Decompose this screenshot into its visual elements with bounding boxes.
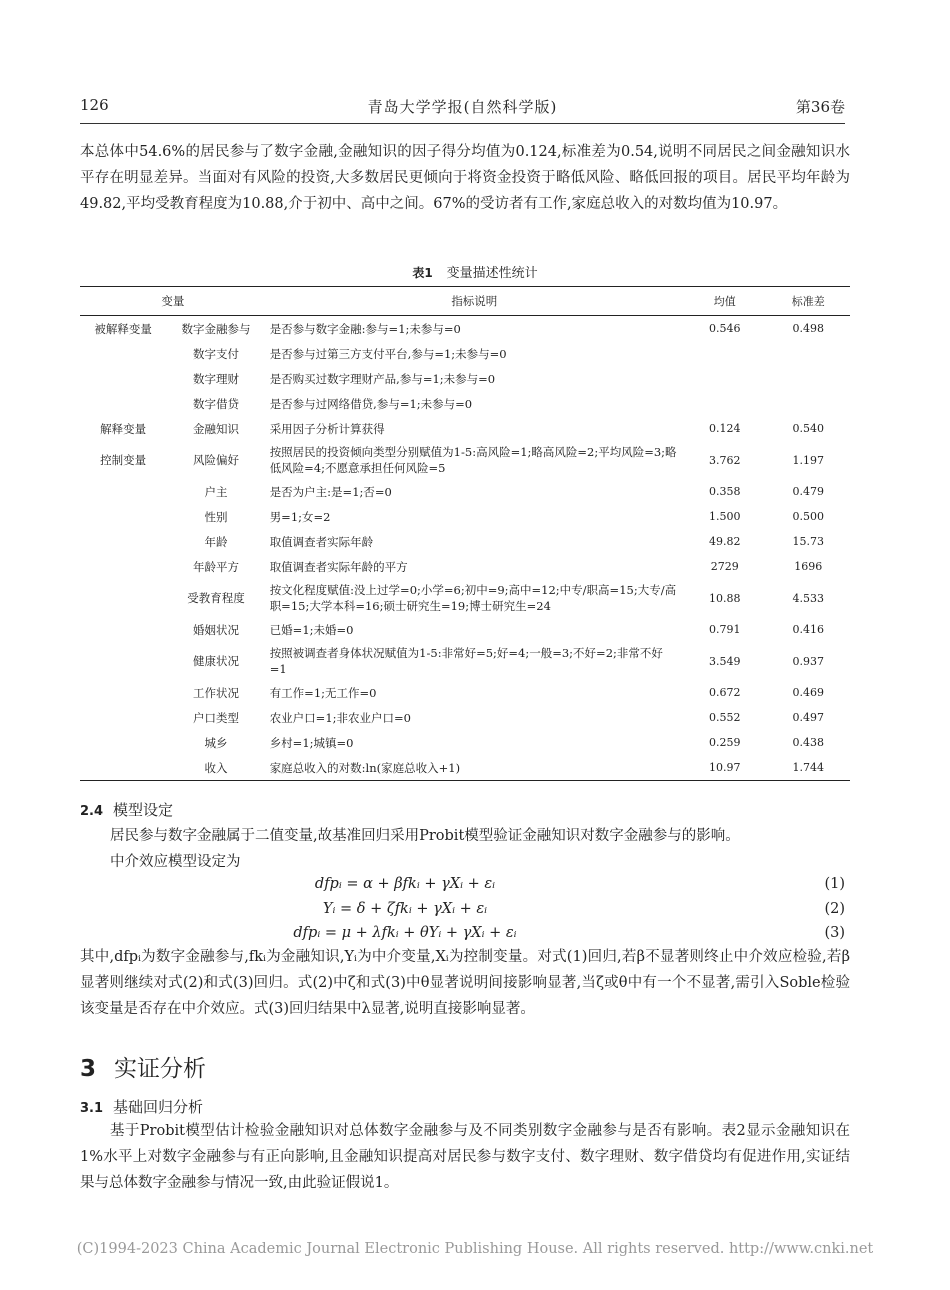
cell-mean: 10.88: [708, 591, 741, 605]
cell-mean: 0.358: [708, 485, 741, 498]
cell-variable: 金融知识: [192, 421, 239, 436]
cell-group: [80, 341, 166, 366]
model-explanation: 其中,dfpᵢ为数字金融参与,fkᵢ为金融知识,Yᵢ为中介变量,Xᵢ为控制变量。对式(1)回归,若β不显著则终止中介效应检验,若β显著则继续对式(2)和式(3)回归。式(2)中ζ和式(3)中θ显著说明间接影响显著,当ζ或θ中有一个不显著,需引入Soble检验该变量是否存在中介效应。式(3)回归结果中λ显著,说明直接影响显著。: [80, 949, 850, 1017]
cell-description: 是否参与过网络借贷,参与=1;未参与=0: [269, 396, 473, 411]
baseline-paragraph: 基于Probit模型估计检验金融知识对总体数字金融参与及不同类别数字金融参与是否有影响。表2显示金融知识在1%水平上对数字金融参与有正向影响,且金融知识提高对居民参与数字支付、数字理财、数字借贷均有促进作用,实证结果与总体数字金融参与情况一致,由此验证假说1。: [80, 1123, 850, 1191]
cell-sd: 4.533: [792, 591, 824, 605]
cell-sd: 0.479: [792, 485, 824, 498]
cell-description: 按文化程度赋值:没上过学=0;小学=6;初中=9;高中=12;中专/职高=15;大专/高职=15;大学本科=16;硕士研究生=19;博士研究生=24: [269, 583, 677, 613]
cell-mean: 49.82: [708, 535, 741, 548]
cell-group: [80, 504, 166, 529]
cell-sd: 0.540: [792, 422, 824, 435]
cell-sd: [766, 391, 850, 416]
cell-mean: [683, 391, 767, 416]
page-number: 126: [80, 96, 109, 114]
table-row: [80, 680, 850, 705]
volume-label: 第36卷: [795, 98, 845, 116]
cell-mean: 0.672: [708, 686, 741, 699]
header-mean: 均值: [683, 287, 767, 316]
cell-group: [80, 680, 166, 705]
cell-group: [80, 617, 166, 642]
section-heading: [80, 1050, 206, 1083]
cell-mean: [683, 366, 767, 391]
subsection-number: 2.4: [80, 804, 104, 819]
table-caption: [0, 262, 950, 281]
cell-description: 已婚=1;未婚=0: [269, 622, 354, 637]
table-label: 表1: [412, 266, 433, 280]
cell-mean: 10.97: [683, 755, 767, 781]
header-rule: [80, 123, 845, 124]
cell-sd: 1.744: [766, 755, 850, 781]
cell-variable: 数字金融参与: [181, 321, 251, 336]
cell-variable: 工作状况: [192, 685, 239, 700]
cell-description: 男=1;女=2: [269, 509, 331, 524]
cell-group: 被解释变量: [94, 321, 152, 336]
table-row: [80, 504, 850, 529]
cell-mean: 0.124: [708, 422, 741, 435]
table-row: [80, 529, 850, 554]
cell-group: [80, 366, 166, 391]
equation-formula: dfpᵢ = μ + λfkᵢ + θYᵢ + γXᵢ + εᵢ: [293, 925, 517, 941]
cell-description: 是否参与数字金融:参与=1;未参与=0: [269, 321, 461, 336]
cell-sd: 0.497: [792, 711, 824, 724]
table-header-row: [80, 287, 850, 316]
cell-description: 按照被调查者身体状况赋值为1-5:非常好=5;好=4;一般=3;不好=2;非常不好=1: [269, 646, 663, 676]
cell-mean: 0.552: [708, 711, 741, 724]
header-variable: 变量: [80, 287, 266, 316]
cell-group: [80, 391, 166, 416]
table-row: [80, 366, 850, 391]
equation-number: (3): [824, 925, 845, 941]
cell-sd: [766, 341, 850, 366]
subsection-heading: [80, 1096, 203, 1117]
table-row: [80, 730, 850, 755]
cell-sd: [766, 366, 850, 391]
cell-variable: 数字借贷: [192, 396, 239, 411]
subsection-heading: [80, 799, 173, 820]
section-number: 3: [80, 1056, 97, 1082]
cell-sd: 0.469: [792, 686, 824, 699]
cell-description: 是否为户主:是=1;否=0: [269, 484, 392, 499]
cell-mean: [683, 341, 767, 366]
cell-sd: 1696: [794, 560, 823, 573]
cell-group: [80, 479, 166, 504]
cell-sd: 0.498: [792, 322, 824, 335]
cell-variable: 婚姻状况: [192, 622, 239, 637]
table-row: [80, 579, 850, 617]
cell-group: [80, 579, 166, 617]
cell-sd: 0.500: [792, 510, 824, 523]
table-row: [80, 705, 850, 730]
equation-number: (1): [824, 876, 845, 892]
cell-group: [80, 529, 166, 554]
cell-variable: 年龄平方: [192, 559, 239, 574]
subsection-title: 模型设定: [113, 801, 174, 819]
header-description: 指标说明: [266, 287, 683, 316]
cell-variable: 性别: [204, 509, 228, 524]
table-row: [80, 341, 850, 366]
copyright-footer: (C)1994-2023 China Academic Journal Electronic Publishing House. All rights reserved. http://www.cnki.net: [76, 1241, 874, 1257]
cell-variable: 年龄: [204, 534, 228, 549]
cell-mean: 2729: [710, 560, 739, 573]
cell-group: [80, 554, 166, 579]
model-intro: 中介效应模型设定为: [110, 854, 241, 870]
cell-group: [80, 705, 166, 730]
cell-description: 农业户口=1;非农业户口=0: [269, 710, 411, 725]
table-row: [80, 617, 850, 642]
cell-description: 家庭总收入的对数:ln(家庭总收入+1): [266, 755, 683, 781]
cell-description: 取值调查者实际年龄的平方: [269, 559, 408, 574]
cell-variable: 风险偏好: [192, 453, 239, 467]
table-row: [80, 479, 850, 504]
equation-formula: Yᵢ = δ + ζfkᵢ + γXᵢ + εᵢ: [322, 901, 488, 917]
descriptive-stats-table: [80, 286, 850, 781]
cell-group: [80, 642, 166, 680]
cell-description: 采用因子分析计算获得: [269, 421, 385, 436]
subsection-title: 基础回归分析: [113, 1098, 204, 1116]
cell-variable: 城乡: [204, 735, 228, 750]
section-title: 实证分析: [114, 1056, 207, 1082]
cell-sd: 15.73: [792, 535, 824, 548]
cell-variable: 受教育程度: [187, 591, 245, 605]
intro-paragraph: 本总体中54.6%的居民参与了数字金融,金融知识的因子得分均值为0.124,标准差为0.54,说明不同居民之间金融知识水平存在明显差异。当面对有风险的投资,大多数居民更倾向于将资金投资于略低风险、略低回报的项目。居民平均年龄为49.82,平均受教育程度为10.88,介于初中、高中之间。67%的受访者有工作,家庭总收入的对数均值为10.97。: [80, 144, 850, 212]
cell-variable: 数字理财: [192, 371, 239, 386]
cell-mean: 0.791: [708, 623, 741, 636]
journal-title: 青岛大学学报(自然科学版): [367, 98, 558, 116]
equation-formula: dfpᵢ = α + βfkᵢ + γXᵢ + εᵢ: [314, 876, 496, 892]
equation-2: [80, 901, 845, 923]
cell-sd: 0.416: [792, 623, 824, 636]
cell-mean: 1.500: [708, 510, 741, 523]
cell-description: 乡村=1;城镇=0: [269, 735, 354, 750]
cell-sd: 1.197: [792, 453, 824, 467]
cell-group: 解释变量: [100, 421, 147, 436]
cell-description: 是否购买过数字理财产品,参与=1;未参与=0: [269, 371, 496, 386]
cell-description: 是否参与过第三方支付平台,参与=1;未参与=0: [269, 346, 507, 361]
cell-variable: 户主: [204, 484, 228, 499]
cell-description: 取值调查者实际年龄: [269, 534, 374, 549]
table-row: [80, 316, 850, 342]
table-row: [80, 391, 850, 416]
cell-variable: 收入: [166, 755, 265, 781]
equation-number: (2): [824, 901, 845, 917]
table-title: 变量描述性统计: [446, 266, 538, 281]
model-paragraph: 居民参与数字金融属于二值变量,故基准回归采用Probit模型验证金融知识对数字金融参与的影响。: [110, 828, 740, 844]
cell-description: 按照居民的投资倾向类型分别赋值为1-5:高风险=1;略高风险=2;平均风险=3;略低风险=4;不愿意承担任何风险=5: [269, 445, 677, 475]
table-row: [80, 755, 850, 781]
running-header: [80, 96, 845, 118]
table-row: [80, 642, 850, 680]
cell-mean: 3.762: [708, 453, 741, 467]
cell-group: 控制变量: [100, 453, 147, 467]
cell-variable: 户口类型: [192, 710, 239, 725]
equation-1: [80, 876, 845, 898]
cell-sd: 0.438: [792, 736, 824, 749]
subsection-number: 3.1: [80, 1101, 104, 1116]
cell-group: [80, 730, 166, 755]
cell-mean: 0.259: [708, 736, 741, 749]
table-row: [80, 416, 850, 441]
cell-description: 有工作=1;无工作=0: [269, 685, 377, 700]
header-sd: 标准差: [766, 287, 850, 316]
cell-variable: 数字支付: [192, 346, 239, 361]
cell-mean: 3.549: [708, 654, 741, 668]
table-row: [80, 441, 850, 479]
table-row: [80, 554, 850, 579]
cell-group: [80, 755, 166, 781]
cell-sd: 0.937: [792, 654, 824, 668]
cell-mean: 0.546: [708, 322, 741, 335]
cell-variable: 健康状况: [192, 654, 239, 668]
